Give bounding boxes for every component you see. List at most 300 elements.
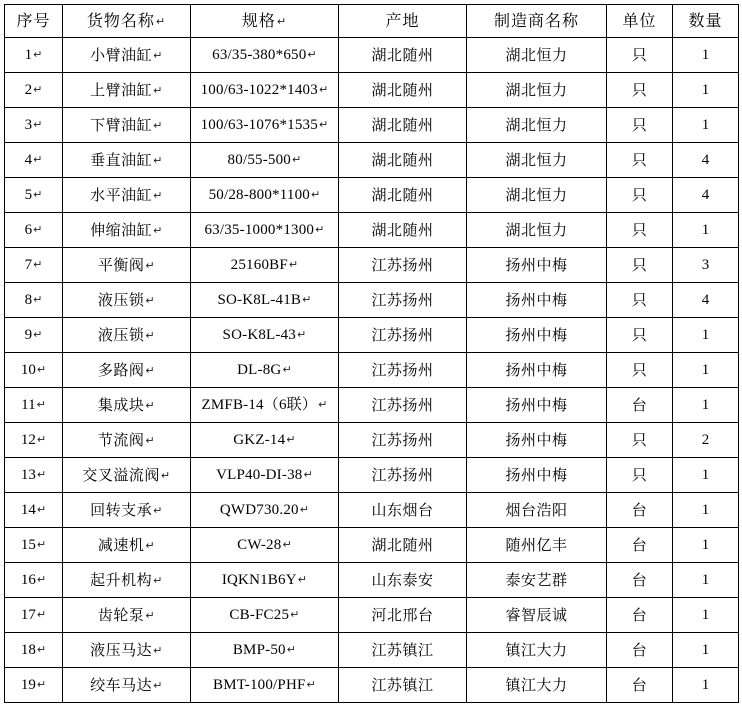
paragraph-mark-icon: ↵ [145, 293, 156, 307]
cell-origin-text: 江苏扬州 [371, 360, 434, 379]
cell-goods-name [63, 143, 191, 178]
cell-origin [339, 668, 467, 703]
cell-spec-text: 100/63-1076*1535 [200, 116, 318, 133]
cell-manufacturer [467, 633, 607, 668]
cell-unit [607, 143, 673, 178]
cell-unit-text: 只 [631, 360, 648, 379]
cell-manufacturer-text: 扬州中梅 [505, 325, 568, 344]
cell-unit-text: 台 [631, 640, 648, 659]
paragraph-mark-icon: ↵ [36, 397, 46, 411]
cell-goods-name [63, 283, 191, 318]
table-row [5, 388, 739, 423]
cell-unit-text: 台 [631, 570, 648, 589]
cell-quantity-text: 4 [701, 291, 710, 308]
cell-index-text: 4 [24, 151, 33, 168]
table-row [5, 598, 739, 633]
cell-origin-text: 山东泰安 [371, 570, 434, 589]
column-header-spec [191, 5, 339, 38]
cell-unit [607, 528, 673, 563]
paragraph-mark-icon: ↵ [33, 47, 43, 61]
cell-index [5, 178, 63, 213]
cell-spec [191, 388, 339, 423]
paragraph-mark-icon: ↵ [282, 362, 292, 376]
cell-origin [339, 73, 467, 108]
cell-index [5, 213, 63, 248]
column-header-spec-text: 规格 [241, 11, 276, 31]
cell-manufacturer [467, 283, 607, 318]
cell-index [5, 668, 63, 703]
cell-quantity-text: 1 [701, 641, 710, 658]
cell-unit [607, 563, 673, 598]
cell-quantity [673, 178, 739, 213]
cell-spec [191, 178, 339, 213]
cell-quantity-text: 2 [701, 431, 710, 448]
cell-origin [339, 248, 467, 283]
cell-quantity-text: 1 [701, 396, 710, 413]
cell-spec [191, 563, 339, 598]
cell-index [5, 423, 63, 458]
cell-index-text: 3 [24, 116, 33, 133]
cell-unit-text: 台 [631, 395, 648, 414]
cell-unit-text: 只 [631, 80, 648, 99]
cell-spec [191, 493, 339, 528]
paragraph-mark-icon: ↵ [33, 327, 43, 341]
cell-manufacturer [467, 108, 607, 143]
cell-spec-text: GKZ-14 [233, 431, 286, 448]
cell-quantity [673, 38, 739, 73]
cell-manufacturer-text: 随州亿丰 [505, 535, 568, 554]
cell-index [5, 633, 63, 668]
paragraph-mark-icon: ↵ [286, 642, 297, 656]
cell-origin-text: 山东烟台 [371, 500, 434, 519]
cell-spec [191, 633, 339, 668]
cell-manufacturer [467, 458, 607, 493]
paragraph-mark-icon: ↵ [297, 327, 307, 341]
paragraph-mark-icon: ↵ [282, 537, 292, 551]
cell-origin-text: 湖北随州 [371, 45, 434, 64]
cell-index [5, 388, 63, 423]
cell-unit [607, 388, 673, 423]
table-row [5, 108, 739, 143]
cell-origin [339, 423, 467, 458]
cell-manufacturer [467, 73, 607, 108]
cell-quantity-text: 4 [701, 186, 710, 203]
cell-unit-text: 只 [631, 465, 648, 484]
cell-quantity [673, 318, 739, 353]
cell-manufacturer [467, 248, 607, 283]
cell-unit [607, 633, 673, 668]
cell-manufacturer-text: 扬州中梅 [505, 465, 568, 484]
cell-manufacturer-text: 镇江大力 [505, 675, 568, 694]
cell-index [5, 563, 63, 598]
cell-manufacturer [467, 213, 607, 248]
cell-origin [339, 213, 467, 248]
cell-unit [607, 458, 673, 493]
cell-origin [339, 38, 467, 73]
table-row [5, 248, 739, 283]
cell-quantity [673, 73, 739, 108]
cell-origin-text: 江苏扬州 [371, 465, 434, 484]
cell-goods-name-text: 齿轮泵 [97, 605, 145, 624]
table-row [5, 423, 739, 458]
cell-spec-text: VLP40-DI-38 [216, 466, 303, 483]
cell-origin-text: 江苏扬州 [371, 325, 434, 344]
paragraph-mark-icon: ↵ [297, 572, 308, 586]
cell-unit-text: 台 [631, 535, 648, 554]
paragraph-mark-icon: ↵ [290, 607, 300, 621]
cell-manufacturer-text: 湖北恒力 [505, 45, 568, 64]
cell-goods-name [63, 248, 191, 283]
cell-origin [339, 563, 467, 598]
paragraph-mark-icon: ↵ [36, 502, 47, 516]
cell-quantity-text: 1 [701, 361, 710, 378]
paragraph-mark-icon: ↵ [292, 152, 302, 166]
cell-index [5, 143, 63, 178]
cell-spec [191, 668, 339, 703]
cell-goods-name [63, 388, 191, 423]
paragraph-mark-icon: ↵ [36, 362, 47, 376]
cell-origin [339, 633, 467, 668]
cell-unit-text: 只 [631, 220, 648, 239]
paragraph-mark-icon: ↵ [310, 187, 321, 201]
cell-manufacturer-text: 睿智辰诚 [505, 605, 568, 624]
cell-unit-text: 只 [631, 290, 648, 309]
cell-origin [339, 178, 467, 213]
cell-quantity [673, 423, 739, 458]
cell-spec [191, 38, 339, 73]
paragraph-mark-icon: ↵ [36, 572, 47, 586]
cell-spec-text: 80/55-500 [227, 151, 292, 168]
cell-origin-text: 江苏镇江 [371, 640, 434, 659]
paragraph-mark-icon: ↵ [288, 257, 299, 271]
cell-spec [191, 143, 339, 178]
cell-manufacturer-text: 湖北恒力 [505, 115, 568, 134]
cell-quantity-text: 1 [701, 116, 710, 133]
paragraph-mark-icon: ↵ [153, 118, 163, 132]
cell-index [5, 283, 63, 318]
cell-origin-text: 江苏镇江 [371, 675, 434, 694]
cell-spec-text: 100/63-1022*1403 [200, 81, 318, 98]
paragraph-mark-icon: ↵ [153, 503, 163, 517]
cell-goods-name-text: 回转支承 [90, 500, 153, 519]
cell-index-text: 2 [24, 81, 33, 98]
cell-index [5, 248, 63, 283]
cell-quantity [673, 143, 739, 178]
cell-manufacturer [467, 178, 607, 213]
cell-goods-name [63, 178, 191, 213]
cell-quantity [673, 108, 739, 143]
cell-goods-name [63, 38, 191, 73]
table-header-row [5, 5, 739, 38]
paragraph-mark-icon: ↵ [153, 83, 163, 97]
cell-spec-text: SO-K8L-43 [222, 326, 297, 343]
paragraph-mark-icon: ↵ [36, 642, 47, 656]
cell-unit [607, 353, 673, 388]
cell-goods-name [63, 633, 191, 668]
paragraph-mark-icon: ↵ [153, 643, 163, 657]
cell-unit-text: 只 [631, 45, 648, 64]
paragraph-mark-icon: ↵ [36, 467, 47, 481]
cell-index [5, 73, 63, 108]
cell-quantity [673, 388, 739, 423]
paragraph-mark-icon: ↵ [33, 187, 43, 201]
paragraph-mark-icon: ↵ [153, 678, 163, 692]
cell-manufacturer-text: 扬州中梅 [505, 395, 568, 414]
cell-origin [339, 143, 467, 178]
cell-origin-text: 江苏扬州 [371, 395, 434, 414]
cell-quantity-text: 1 [701, 81, 710, 98]
cell-goods-name [63, 213, 191, 248]
cell-goods-name-text: 垂直油缸 [90, 150, 153, 169]
cell-index [5, 353, 63, 388]
cell-index-text: 12 [20, 431, 36, 448]
paragraph-mark-icon: ↵ [299, 502, 310, 516]
cell-manufacturer-text: 扬州中梅 [505, 255, 568, 274]
cell-unit [607, 598, 673, 633]
cell-manufacturer-text: 湖北恒力 [505, 185, 568, 204]
cell-unit [607, 73, 673, 108]
cell-index [5, 493, 63, 528]
column-header-goods-name [63, 5, 191, 38]
cell-origin-text: 河北邢台 [371, 605, 434, 624]
paragraph-mark-icon: ↵ [276, 15, 288, 29]
cell-quantity-text: 1 [701, 466, 710, 483]
paragraph-mark-icon: ↵ [302, 292, 312, 306]
paragraph-mark-icon: ↵ [318, 397, 328, 411]
cell-index-text: 5 [24, 186, 33, 203]
paragraph-mark-icon: ↵ [36, 432, 47, 446]
cell-manufacturer [467, 668, 607, 703]
cell-quantity-text: 1 [701, 536, 710, 553]
cell-quantity-text: 3 [701, 256, 710, 273]
paragraph-mark-icon: ↵ [145, 398, 156, 412]
column-header-manufacturer: 制造商名称 [467, 5, 607, 38]
cell-spec [191, 283, 339, 318]
table-row [5, 213, 739, 248]
cell-manufacturer [467, 38, 607, 73]
cell-goods-name-text: 水平油缸 [90, 185, 153, 204]
paragraph-mark-icon: ↵ [145, 538, 156, 552]
cell-quantity-text: 1 [701, 326, 710, 343]
cell-spec [191, 248, 339, 283]
cell-spec [191, 353, 339, 388]
paragraph-mark-icon: ↵ [303, 467, 313, 481]
cell-manufacturer-text: 扬州中梅 [505, 360, 568, 379]
cell-index-text: 17 [20, 606, 36, 623]
cell-index [5, 458, 63, 493]
cell-origin [339, 283, 467, 318]
cell-index-text: 6 [24, 221, 33, 238]
cell-manufacturer-text: 镇江大力 [505, 640, 568, 659]
cell-origin-text: 江苏扬州 [371, 290, 434, 309]
cell-origin [339, 388, 467, 423]
paragraph-mark-icon: ↵ [33, 292, 43, 306]
paragraph-mark-icon: ↵ [153, 223, 163, 237]
table-row [5, 668, 739, 703]
paragraph-mark-icon: ↵ [153, 153, 163, 167]
cell-spec-text: 50/28-800*1100 [208, 186, 310, 203]
cell-quantity [673, 353, 739, 388]
cell-goods-name [63, 598, 191, 633]
cell-manufacturer [467, 143, 607, 178]
cell-goods-name [63, 318, 191, 353]
cell-quantity-text: 1 [701, 606, 710, 623]
cell-manufacturer-text: 湖北恒力 [505, 150, 568, 169]
paragraph-mark-icon: ↵ [145, 328, 156, 342]
cell-quantity [673, 563, 739, 598]
cell-goods-name [63, 108, 191, 143]
paragraph-mark-icon: ↵ [33, 152, 43, 166]
cell-unit-text: 只 [631, 115, 648, 134]
paragraph-mark-icon: ↵ [153, 48, 163, 62]
cell-quantity [673, 598, 739, 633]
table-row [5, 493, 739, 528]
cell-unit-text: 台 [631, 675, 648, 694]
cell-unit [607, 178, 673, 213]
cell-manufacturer [467, 493, 607, 528]
cell-goods-name-text: 多路阀 [97, 360, 145, 379]
cell-index-text: 14 [20, 501, 36, 518]
cell-goods-name [63, 528, 191, 563]
table-row [5, 283, 739, 318]
cell-index [5, 598, 63, 633]
cell-manufacturer [467, 318, 607, 353]
cell-goods-name-text: 减速机 [97, 535, 145, 554]
cell-spec-text: ZMFB-14（6联） [201, 396, 318, 413]
cell-goods-name [63, 493, 191, 528]
table-row [5, 38, 739, 73]
cell-manufacturer-text: 湖北恒力 [505, 220, 568, 239]
cell-goods-name-text: 节流阀 [97, 430, 145, 449]
cell-goods-name-text: 小臂油缸 [90, 45, 153, 64]
cell-goods-name-text: 绞车马达 [90, 675, 153, 694]
cell-goods-name [63, 423, 191, 458]
cell-spec-text: DL-8G [237, 361, 282, 378]
paragraph-mark-icon: ↵ [306, 677, 316, 691]
paragraph-mark-icon: ↵ [33, 82, 43, 96]
paragraph-mark-icon: ↵ [33, 222, 43, 236]
goods-table [4, 4, 739, 703]
cell-spec-text: CW-28 [237, 536, 282, 553]
paragraph-mark-icon: ↵ [160, 468, 171, 482]
cell-goods-name [63, 563, 191, 598]
table-row [5, 143, 739, 178]
cell-index-text: 1 [24, 46, 33, 63]
cell-index [5, 318, 63, 353]
cell-manufacturer [467, 563, 607, 598]
cell-quantity-text: 1 [701, 571, 710, 588]
cell-origin [339, 493, 467, 528]
cell-origin-text: 湖北随州 [371, 220, 434, 239]
cell-spec-text: SO-K8L-41B [217, 291, 302, 308]
cell-unit [607, 213, 673, 248]
cell-spec [191, 108, 339, 143]
cell-spec [191, 318, 339, 353]
cell-manufacturer [467, 353, 607, 388]
table-row [5, 353, 739, 388]
cell-unit [607, 108, 673, 143]
cell-manufacturer [467, 528, 607, 563]
paragraph-mark-icon: ↵ [36, 607, 47, 621]
cell-spec [191, 423, 339, 458]
table-body [5, 38, 739, 703]
cell-index-text: 15 [20, 536, 36, 553]
paragraph-mark-icon: ↵ [153, 188, 163, 202]
cell-manufacturer-text: 泰安艺群 [505, 570, 568, 589]
cell-spec-text: BMP-50 [232, 641, 286, 658]
cell-origin [339, 353, 467, 388]
cell-quantity-text: 1 [701, 221, 710, 238]
cell-index-text: 19 [20, 676, 36, 693]
cell-unit-text: 只 [631, 430, 648, 449]
cell-goods-name [63, 353, 191, 388]
paragraph-mark-icon: ↵ [33, 257, 43, 271]
cell-spec-text: 25160BF [230, 256, 288, 273]
cell-spec [191, 73, 339, 108]
cell-manufacturer-text: 扬州中梅 [505, 290, 568, 309]
cell-quantity [673, 668, 739, 703]
cell-spec-text: 63/35-380*650 [212, 46, 307, 63]
paragraph-mark-icon: ↵ [318, 117, 329, 131]
table-row [5, 563, 739, 598]
cell-spec-text: BMT-100/PHF [213, 676, 306, 693]
cell-goods-name [63, 668, 191, 703]
cell-unit-text: 台 [631, 605, 648, 624]
cell-origin-text: 江苏扬州 [371, 430, 434, 449]
cell-goods-name-text: 上臂油缸 [90, 80, 153, 99]
cell-unit-text: 只 [631, 325, 648, 344]
cell-index [5, 38, 63, 73]
paragraph-mark-icon: ↵ [286, 432, 296, 446]
cell-unit-text: 只 [631, 150, 648, 169]
cell-origin [339, 108, 467, 143]
cell-unit [607, 668, 673, 703]
cell-index-text: 7 [24, 256, 33, 273]
cell-quantity [673, 493, 739, 528]
cell-manufacturer [467, 388, 607, 423]
cell-goods-name-text: 液压锁 [97, 325, 145, 344]
cell-quantity-text: 1 [701, 501, 710, 518]
table-row [5, 318, 739, 353]
cell-index-text: 9 [24, 326, 33, 343]
table-row [5, 458, 739, 493]
cell-index-text: 13 [20, 466, 36, 483]
column-header-goods-name-text: 货物名称 [86, 11, 155, 31]
cell-origin [339, 598, 467, 633]
column-header-quantity: 数量 [673, 5, 739, 38]
cell-goods-name-text: 平衡阀 [97, 255, 145, 274]
cell-goods-name-text: 交叉溢流阀 [82, 465, 160, 484]
cell-origin-text: 湖北随州 [371, 535, 434, 554]
table-row [5, 633, 739, 668]
cell-unit [607, 318, 673, 353]
paragraph-mark-icon: ↵ [145, 608, 156, 622]
column-header-unit: 单位 [607, 5, 673, 38]
column-header-index: 序号 [5, 5, 63, 38]
paragraph-mark-icon: ↵ [315, 222, 325, 236]
cell-manufacturer-text: 扬州中梅 [505, 430, 568, 449]
cell-index-text: 11 [21, 396, 36, 413]
paragraph-mark-icon: ↵ [307, 47, 317, 61]
cell-spec [191, 458, 339, 493]
cell-unit [607, 248, 673, 283]
cell-manufacturer-text: 湖北恒力 [505, 80, 568, 99]
cell-unit [607, 423, 673, 458]
cell-index-text: 8 [24, 291, 33, 308]
cell-unit-text: 只 [631, 185, 648, 204]
cell-goods-name [63, 458, 191, 493]
paragraph-mark-icon: ↵ [318, 82, 329, 96]
